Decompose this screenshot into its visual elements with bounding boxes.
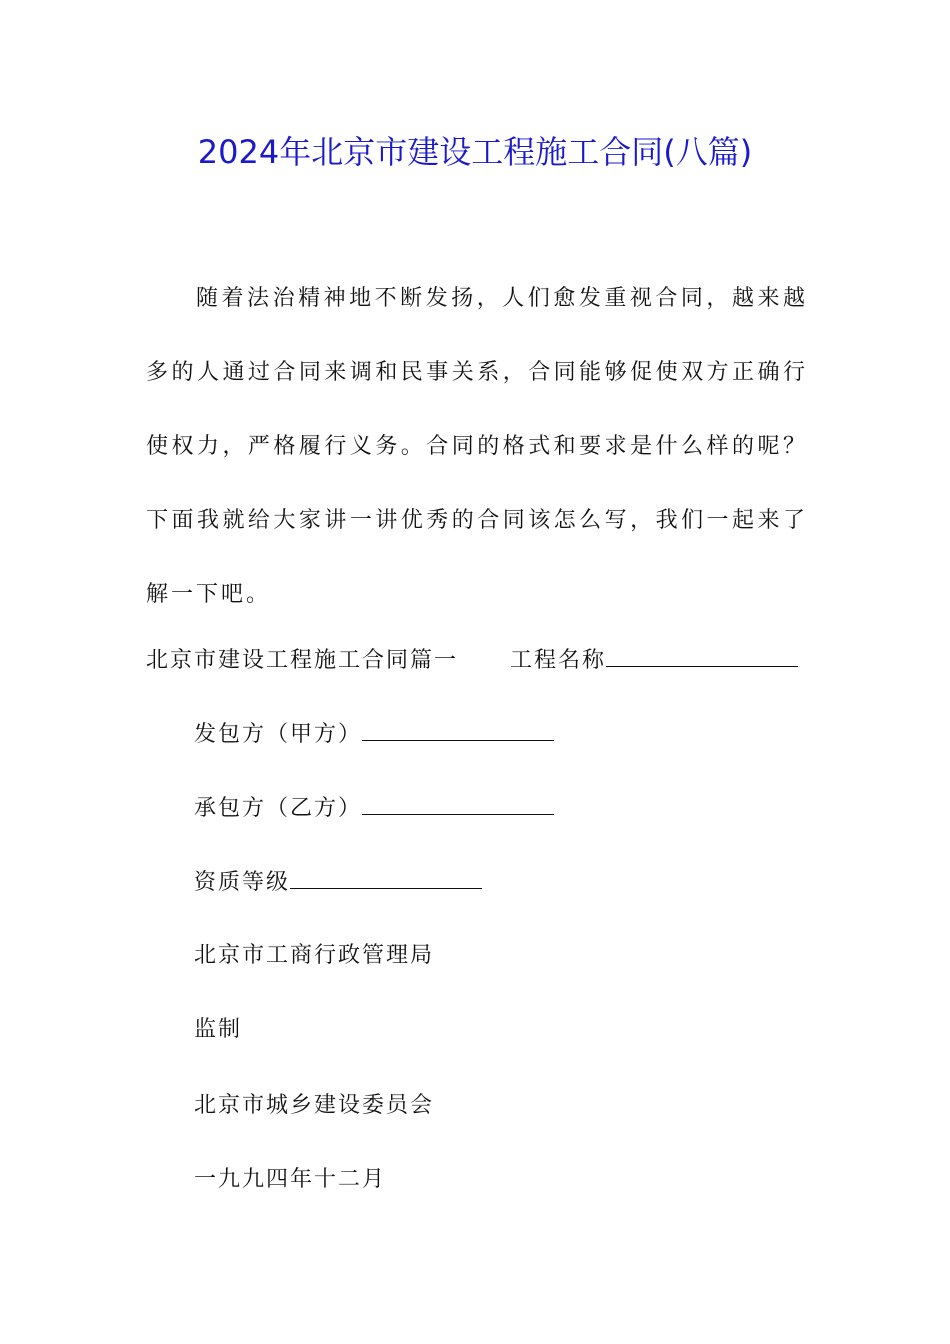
issuer-1: 北京市工商行政管理局: [194, 943, 435, 968]
qualification-blank: [290, 862, 482, 889]
employer-label: 发包方（甲方）: [194, 722, 363, 747]
qualification-label: 资质等级: [194, 870, 291, 895]
contractor-blank: [362, 788, 554, 815]
project-name-label: 工程名称: [510, 648, 607, 673]
qualification-line: [194, 862, 482, 903]
intro-paragraph: 随着法治精神地不断发扬，人们愈发重视合同，越来越多的人通过合同来调和民事关系，合同能够促使双方正确行使权力，严格履行义务。合同的格式和要求是什么样的呢？下面我就给大家讲一讲优秀的合同该怎么写，我们一起来了解一下吧。: [146, 286, 808, 607]
section-heading: 北京市建设工程施工合同篇一: [146, 648, 459, 673]
supervise-label: 监制: [194, 1017, 243, 1042]
contractor-line: [194, 788, 554, 829]
employer-blank: [362, 714, 554, 741]
document-title: 2024年北京市建设工程施工合同(八篇): [197, 133, 753, 171]
section-heading-line: [146, 640, 798, 681]
employer-line: [194, 714, 554, 755]
issuer-2: 北京市城乡建设委员会: [194, 1093, 435, 1118]
contractor-label: 承包方（乙方）: [194, 796, 363, 821]
issue-date: 一九九四年十二月: [194, 1167, 387, 1192]
project-name-blank: [606, 640, 798, 667]
